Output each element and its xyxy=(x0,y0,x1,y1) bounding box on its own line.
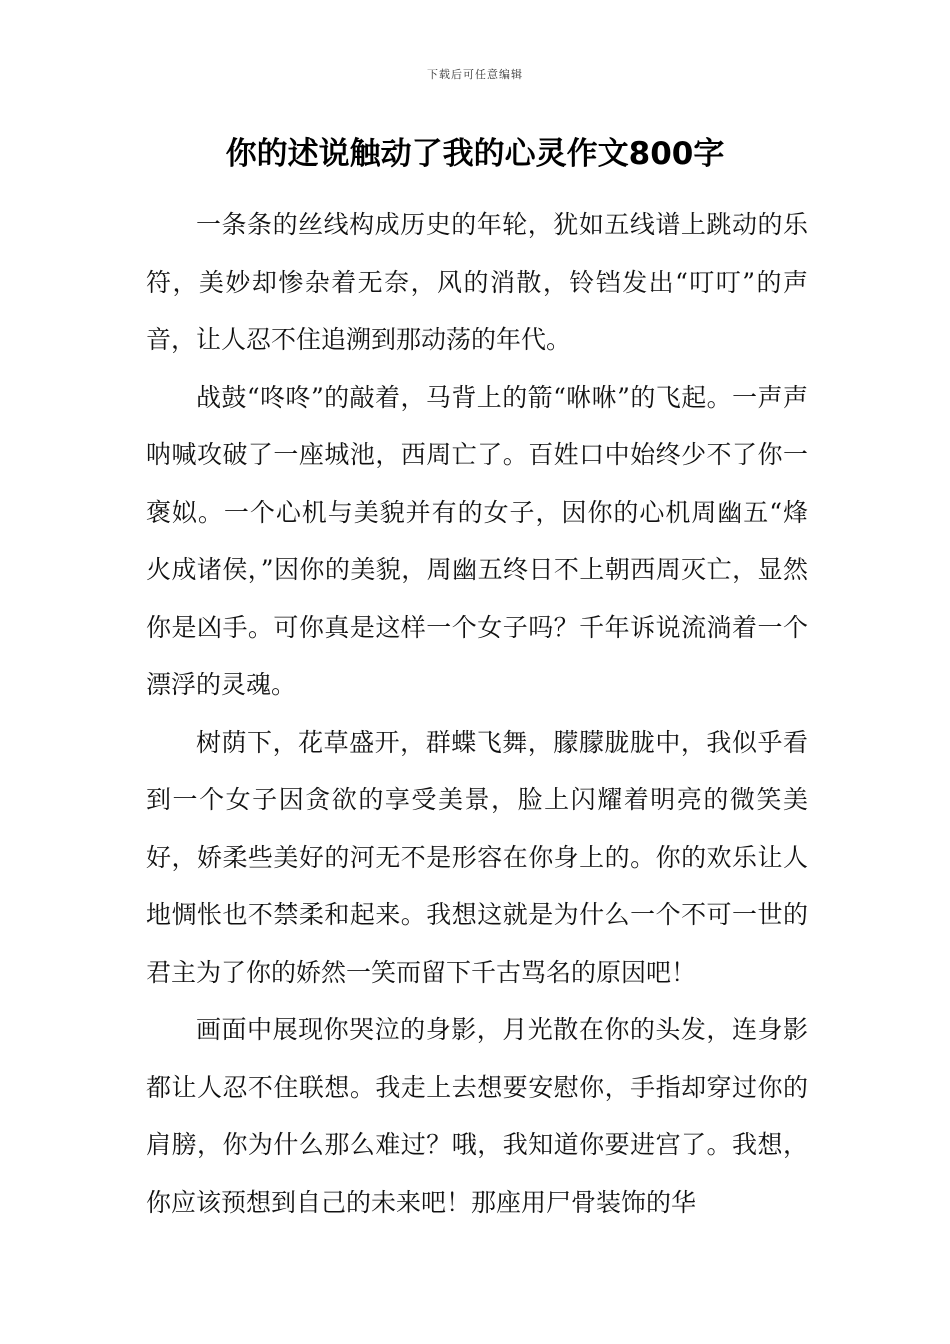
paragraph-1: 一条条的丝线构成历史的年轮，犹如五线谱上跳动的乐符，美妙却惨杂着无奈，风的消散，铃铛发出“叮叮”的声音，让人忍不住追溯到那动荡的年代。 xyxy=(146,210,808,354)
paragraph-4: 画面中展现你哭泣的身影，月光散在你的头发，连身影都让人忍不住联想。我走上去想要安慰你，手指却穿过你的肩膀，你为什么那么难过？哦，我知道你要进宫了。我想，你应该预想到自己的未来吧！那座用尸骨装饰的华 xyxy=(146,1015,808,1217)
paragraph-3: 树荫下，花草盛开，群蝶飞舞，朦朦胧胧中，我似乎看到一个女子因贪欲的享受美景，脸上闪耀着明亮的微笑美好，娇柔些美好的河无不是形容在你身上的。你的欢乐让人地惆怅也不禁柔和起来。我想这就是为什么一个不可一世的君主为了你的娇然一笑而留下千古骂名的原因吧！ xyxy=(146,727,808,987)
document-title: 你的述说触动了我的心灵作文800字 xyxy=(225,136,725,172)
article-body xyxy=(146,196,808,1231)
paragraph-2: 战鼓“咚咚”的敲着，马背上的箭“咻咻”的飞起。一声声呐喊攻破了一座城池，西周亡了。百姓口中始终少不了你一褒姒。一个心机与美貌并有的女子，因你的心机周幽五“烽火成诸侯，”因你的美貌，周幽五终日不上朝西周灭亡，显然你是凶手。可你真是这样一个女子吗？千年诉说流淌着一个漂浮的灵魂。 xyxy=(146,382,808,699)
header-note: 下载后可任意编辑 xyxy=(427,68,523,81)
